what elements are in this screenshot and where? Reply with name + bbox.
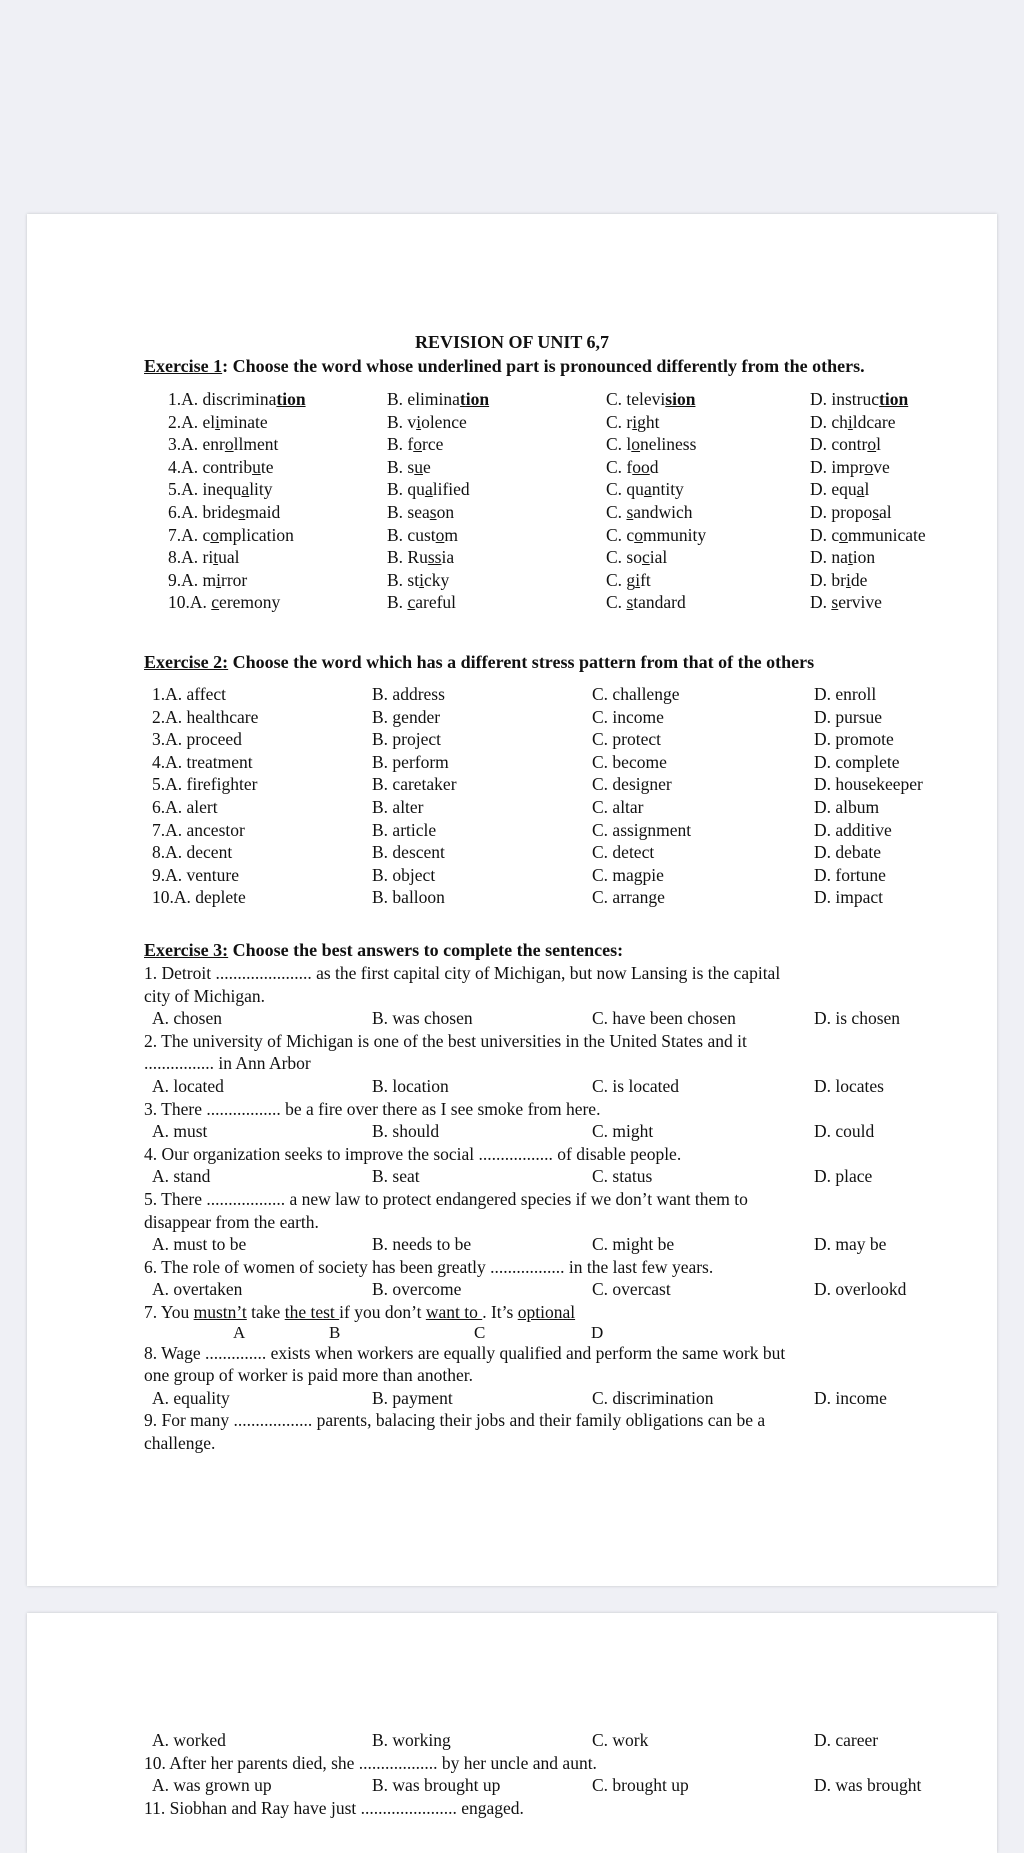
answer-options-row (144, 1007, 984, 1030)
page-title: REVISION OF UNIT 6,7 (414, 332, 610, 352)
question-text: 9. For many .................. parents, balacing their jobs and their family obligations can be a (144, 1410, 766, 1431)
answer-option: D. proposal (810, 501, 892, 522)
answer-option: B. address (372, 684, 445, 704)
exercise-1-row (144, 411, 984, 434)
answer-options-row (144, 1774, 984, 1797)
answer-option: 5.A. firefighter (152, 774, 258, 795)
answer-option: 10.A. deplete (152, 887, 246, 908)
answer-option: D. career (814, 1730, 879, 1750)
answer-option: C. magpie (592, 864, 664, 885)
answer-option: C. quantity (606, 479, 684, 500)
answer-option: D. could (814, 1121, 875, 1142)
answer-option: C. community (606, 524, 707, 545)
answer-option: C. income (592, 706, 664, 727)
answer-options-row (144, 1278, 984, 1301)
underlined-part: o (867, 434, 877, 455)
underlined-part: want to (425, 1301, 483, 1322)
answer-option: B. sue (387, 456, 431, 477)
exercise-1-heading: Exercise 1: Choose the word whose underlined part is pronounced differently from the others. (144, 356, 865, 376)
answer-option: B. project (372, 729, 442, 750)
answer-option: D. is chosen (814, 1008, 901, 1029)
answer-option: D. childcare (810, 411, 896, 432)
answer-option: B. careful (387, 592, 457, 613)
exercise-2-row (144, 728, 984, 751)
answer-option: D. promote (814, 729, 894, 750)
answer-option: B. gender (372, 706, 441, 727)
question-text: 5. There .................. a new law to protect endangered species if we don’t want them to (144, 1188, 748, 1209)
exercise-1-row (144, 433, 984, 456)
answer-option: D. income (814, 1387, 887, 1408)
underlined-part: a (643, 479, 652, 500)
answer-option: A. must (152, 1121, 208, 1142)
underlined-part: tion (459, 389, 490, 409)
answer-option: D. additive (814, 819, 892, 840)
underlined-part: mustn’t (193, 1301, 247, 1322)
underlined-part: ss (427, 547, 442, 568)
exercise-1-row (144, 546, 984, 569)
error-letter: A (233, 1322, 246, 1342)
exercise-2-row (144, 819, 984, 842)
answer-option: 2.A. healthcare (152, 706, 259, 727)
answer-option: 4.A. contribute (168, 456, 274, 477)
underlined-part: a (424, 479, 433, 500)
answer-options-row (144, 1120, 984, 1143)
exercise-3-continued (144, 1729, 984, 1819)
underlined-part: tion (276, 389, 306, 409)
answer-option: C. overcast (592, 1279, 671, 1300)
document-page-1 (27, 214, 997, 1586)
answer-option: B. alter (372, 796, 424, 817)
underlined-part: o (864, 456, 874, 477)
question-text: 2. The university of Michigan is one of the best universities in the United States and it (144, 1030, 747, 1051)
answer-option: 2.A. eliminate (168, 411, 268, 432)
answer-options-row (144, 1165, 984, 1188)
exercise-1-row (144, 569, 984, 592)
answer-option: C. sandwich (606, 501, 693, 522)
answer-option: D. debate (814, 842, 882, 863)
exercise-2-row (144, 864, 984, 887)
answer-option: C. work (592, 1730, 649, 1750)
answer-option: C. loneliness (606, 434, 697, 455)
exercise-2-options (144, 683, 984, 909)
answer-option: B. payment (372, 1387, 453, 1408)
underlined-part: o (435, 524, 445, 545)
answer-option: A. equality (152, 1387, 230, 1408)
answer-option: B. descent (372, 842, 445, 863)
answer-option: 3.A. proceed (152, 729, 242, 750)
answer-option: B. overcome (372, 1279, 462, 1300)
answer-option: C. right (606, 411, 660, 432)
answer-option: 7.A. complication (168, 524, 294, 545)
answer-option: 7.A. ancestor (152, 819, 245, 840)
underlined-part: u (414, 456, 423, 477)
answer-option: 6.A. bridesmaid (168, 501, 281, 522)
underlined-part: o (224, 434, 234, 455)
answer-option: 9.A. venture (152, 864, 239, 885)
answer-option: 8.A. ritual (168, 547, 240, 568)
error-letter: C (474, 1322, 486, 1342)
answer-option: C. altar (592, 796, 644, 817)
document-page-2 (27, 1613, 997, 1853)
underlined-part: o (634, 524, 643, 545)
answer-option: D. overlookd (814, 1279, 907, 1300)
underlined-part: t (847, 547, 853, 568)
answer-option: D. was brought (814, 1775, 922, 1796)
error-letter: B (329, 1322, 341, 1342)
answer-option: D. pursue (814, 706, 883, 727)
error-letter: D (591, 1322, 604, 1342)
answer-options-row (144, 1729, 984, 1752)
answer-option: D. enroll (814, 684, 877, 704)
underlined-part: o (210, 524, 220, 545)
answer-option: D. control (810, 434, 881, 455)
answer-option: A. was grown up (152, 1775, 272, 1796)
answer-options-row (144, 1233, 984, 1256)
underlined-part: sion (665, 389, 696, 409)
question-text: 8. Wage .............. exists when workers are equally qualified and perform the same work but (144, 1342, 786, 1363)
answer-option: C. become (592, 751, 667, 772)
underlined-part: i (215, 411, 221, 432)
exercise-1-row (144, 591, 984, 614)
answer-option: B. article (372, 819, 437, 840)
question-text: 10. After her parents died, she .................. by her uncle and aunt. (144, 1752, 597, 1773)
question-text: one group of worker is paid more than another. (144, 1365, 474, 1386)
question-text: 6. The role of women of society has been greatly ................. in the last few years. (144, 1256, 714, 1277)
exercise-2-row (144, 751, 984, 774)
answer-option: C. status (592, 1166, 653, 1187)
answer-option: 3.A. enrollment (168, 434, 279, 455)
underlined-part: i (416, 411, 422, 432)
answer-option: B. Russia (387, 547, 455, 568)
underlined-part: oo (632, 456, 650, 477)
answer-option: C. arrange (592, 887, 665, 908)
answer-option: 5.A. inequality (168, 479, 273, 500)
answer-option: A. must to be (152, 1234, 247, 1255)
answer-option: C. designer (592, 774, 672, 795)
answer-option: D. album (814, 796, 880, 817)
answer-option: D. bride (810, 569, 868, 590)
answer-options-row (144, 1075, 984, 1098)
answer-option: D. impact (814, 887, 884, 908)
answer-option: D. improve (810, 456, 890, 477)
underlined-part: s (429, 501, 437, 522)
answer-option: C. brought up (592, 1775, 689, 1796)
question-text: ................ in Ann Arbor (144, 1053, 311, 1074)
answer-option: C. is located (592, 1075, 679, 1096)
answer-option: B. caretaker (372, 774, 457, 795)
answer-option: C. gift (606, 569, 651, 590)
question-text: disappear from the earth. (144, 1211, 319, 1232)
underlined-part: the test (284, 1301, 340, 1322)
answer-option: D. place (814, 1166, 873, 1187)
underlined-part: i (847, 411, 853, 432)
answer-option: B. balloon (372, 887, 445, 908)
question-text: 3. There ................. be a fire over there as I see smoke from here. (144, 1098, 601, 1119)
underlined-part: i (216, 569, 221, 590)
answer-option: C. might (592, 1121, 654, 1142)
answer-option: D. fortune (814, 864, 886, 885)
underlined-part: c (641, 547, 650, 568)
exercise-2-heading: Exercise 2: Choose the word which has a different stress pattern from that of the others (144, 652, 815, 672)
underlined-part: i (635, 569, 641, 590)
underlined-part: i (632, 411, 638, 432)
exercise-3-heading: Exercise 3: Choose the best answers to complete the sentences: (144, 940, 624, 960)
answer-option: D. instruction (810, 389, 909, 409)
exercise-3-questions (144, 962, 984, 1454)
underlined-part: o (839, 524, 848, 545)
answer-option: C. standard (606, 592, 686, 613)
answer-option: B. needs to be (372, 1234, 472, 1255)
exercise-1-row (144, 501, 984, 524)
answer-option: C. challenge (592, 684, 680, 704)
answer-option: B. was brought up (372, 1775, 501, 1796)
exercise-2-row (144, 706, 984, 729)
underlined-part: a (856, 479, 865, 500)
error-letters (144, 1324, 984, 1342)
answer-option: B. should (372, 1121, 440, 1142)
answer-option: D. communicate (810, 524, 926, 545)
underlined-part: o (413, 434, 422, 455)
underlined-part: u (252, 456, 261, 477)
answer-option: C. detect (592, 842, 655, 863)
exercise-2-row (144, 886, 984, 909)
exercise-2-row (144, 796, 984, 819)
question-text: 4. Our organization seeks to improve the social ................. of disable people. (144, 1143, 682, 1164)
underlined-part: optional (517, 1301, 576, 1322)
answer-option: C. assignment (592, 819, 692, 840)
exercise-2-row (144, 773, 984, 796)
underlined-part: s (238, 501, 246, 522)
answer-option: B. qualified (387, 479, 470, 500)
answer-option: D. servive (810, 592, 882, 613)
answer-option: C. protect (592, 729, 662, 750)
exercise-2-row (144, 841, 984, 864)
answer-option: C. discrimination (592, 1387, 714, 1408)
underlined-part: s (626, 501, 634, 522)
answer-option: C. have been chosen (592, 1008, 736, 1029)
exercise-2-row (144, 683, 984, 706)
question-text: 11. Siobhan and Ray have just ...................... engaged. (144, 1797, 524, 1818)
answer-option: B. sticky (387, 569, 450, 590)
answer-option: D. equal (810, 479, 870, 500)
underlined-part: c (211, 592, 220, 613)
answer-option: B. was chosen (372, 1008, 473, 1029)
answer-option: B. elimination (387, 389, 490, 409)
answer-option: 9.A. mirror (168, 569, 248, 590)
answer-option: B. violence (387, 411, 467, 432)
underlined-part: a (241, 479, 250, 500)
exercise-1 (144, 354, 984, 614)
underlined-part: s (831, 592, 839, 613)
underlined-part: i (419, 569, 424, 590)
answer-option: B. perform (372, 751, 449, 772)
exercise-3 (144, 938, 984, 1454)
answer-option: 6.A. alert (152, 796, 218, 817)
answer-option: A. located (152, 1075, 224, 1096)
answer-option: B. season (387, 501, 455, 522)
exercise-1-row (144, 524, 984, 547)
answer-option: A. overtaken (152, 1279, 243, 1300)
underlined-part: o (631, 434, 641, 455)
answer-option: B. seat (372, 1166, 420, 1187)
underlined-part: tion (879, 389, 909, 409)
answer-option: D. complete (814, 751, 900, 772)
answer-option: A. stand (152, 1166, 211, 1187)
answer-option: C. television (606, 389, 696, 409)
answer-option: D. locates (814, 1075, 884, 1096)
answer-option: D. may be (814, 1234, 887, 1255)
answer-option: C. social (606, 547, 668, 568)
exercise-1-row (144, 388, 984, 411)
exercise-2 (144, 650, 984, 909)
answer-option: 1.A. discrimination (168, 389, 306, 409)
answer-options-row (144, 1387, 984, 1410)
answer-option: 10.A. ceremony (168, 592, 281, 613)
underlined-part: c (407, 592, 416, 613)
question-text: 1. Detroit ...................... as the first capital city of Michigan, but now Lansing is the capital (144, 963, 781, 983)
answer-option: D. housekeeper (814, 774, 923, 795)
answer-option: A. worked (152, 1730, 226, 1750)
answer-option: 1.A. affect (152, 684, 227, 704)
answer-option: C. might be (592, 1234, 675, 1255)
question-text: 7. You mustn’t take the test if you don’t want to . It’s optional (144, 1301, 576, 1322)
underlined-part: s (872, 501, 880, 522)
underlined-part: i (845, 569, 851, 590)
answer-option: D. nation (810, 547, 876, 568)
underlined-part: s (626, 592, 634, 613)
exercise-1-row (144, 478, 984, 501)
answer-option: B. working (372, 1730, 451, 1750)
answer-option: B. force (387, 434, 444, 455)
answer-option: B. custom (387, 524, 458, 545)
question-text: challenge. (144, 1432, 216, 1453)
answer-option: A. chosen (152, 1008, 222, 1029)
exercise-1-row (144, 456, 984, 479)
answer-option: 4.A. treatment (152, 751, 253, 772)
underlined-part: t (213, 547, 219, 568)
question-text: city of Michigan. (144, 985, 266, 1006)
answer-option: 8.A. decent (152, 842, 233, 863)
answer-option: C. food (606, 456, 659, 477)
answer-option: B. location (372, 1075, 449, 1096)
answer-option: B. object (372, 864, 436, 885)
exercise-1-options (144, 388, 984, 614)
